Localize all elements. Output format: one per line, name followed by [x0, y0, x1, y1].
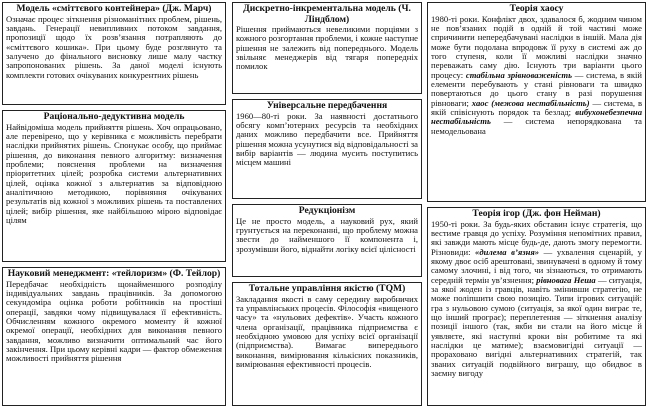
reductionism-box	[232, 204, 422, 277]
rational-deductive-model-title: Раціонально-дедуктивна модель	[43, 111, 185, 122]
rational-deductive-model-text: Найвідоміша модель прийняття рішень. Хоч опрацьовано, але перевірено, що у керівника є можливість перебрати наслідки прийнятих рішень. Спонукає особу, що приймає рішення, до виконання певного алгоритму: визначення проблеми; пояснення проблеми на визначення пріоритетних цілей; розробка системи альтернативних цілей, оцінка кожної з альтернатив за відповідною аналітичною методикою, порівняння очікуваних результатів від кожної з можливих рішень та поставлених цілей; вибір рішення, яке найбільшою мірою відповідає цілям	[6, 121, 222, 225]
chaos-theory-box	[427, 2, 646, 202]
tqm-text: Закладання якості в саму середину виробничих та управлінських процесів. Філософія «вищеного часу» та «нульових дефектів». Участь кожного члена організації, працівника підприємства є необхідною умовою для успіху всієї організації (підприємства). Вимагає випереднього виконання, вимірювання кількісних показників, вимірювання ефективності процесів.	[236, 293, 418, 369]
game-term-prisoners-dilemma: «дилема в’язня»	[475, 246, 540, 257]
incremental-model-text: Рішення приймаються невеликими порціями з кожного розгортання проблеми, і кожне наступне рішення не залежить від попереднього. Модель звільняє менеджерів від тягаря попередніх помилок	[236, 24, 418, 72]
taylorism-box	[2, 267, 226, 406]
universal-prediction-box	[232, 99, 422, 199]
chaos-term-explosive: вибухонебезпечна нестабільність	[431, 106, 642, 127]
chaos-term-chaos: хаос (межова нестабільність)	[471, 97, 590, 108]
reductionism-text: Це не просто модель, а науковий рух, який грунтується на переконанні, що проблему можна звести до найменшого її компонента і, зрозумівши його, віднайти логіку всієї цілісності	[236, 215, 418, 254]
taylorism-title: Науковий менеджмент: «тейлоризм» (Ф. Тейлор)	[7, 268, 221, 279]
garbage-can-model-text: Означає процес зіткнення різноманітних проблем, рішень, завдань. Генерації невипливних потоком завдання, пропозиції щодо їх розв’язання потрапляють до «сміттєвого кошика». При цьому буде розглянуто та залучено до фінального висновку лише малу частку запропонованих рішень. За даної моделі існують комплекти готових очікуваних конкурентних рішень	[6, 13, 222, 80]
incremental-model-title: Дискретно-інкрементальна модель (Ч. Ліндблом)	[243, 3, 411, 25]
reductionism-title: Редукціонізм	[298, 205, 356, 216]
garbage-can-model-title: Модель «сміттєвого контейнера» (Дж. Марч)	[16, 3, 212, 14]
game-theory-text: 1950-ті роки. За будь-яких обставин існує стратегія, що вестиме гравця до успіху. Розуміння непомітних правил, які завжди мають місце будь-де, дають змогу перемогти. Різновиди: «дилема в’язня» — ухвалення сценарій, у якому двоє осіб арештовані, звинувачені в одному й тому самому злочині, і від того, чи зізнаються, то отримають середній термін ув’язнення; рівновага Неша — ситуація, за якої жоден із гравців, навіть змінивши стратегію, не може поліпшити свою позицію. Типи ігрових ситуацій: гра з нульовою сумою (ситуація, за якої один виграє те, що інший програє); переплетення — зіткнення аналізу позиції іншого (так, якби ви стали на його місце й уявляєте, які наступні кроки він робитиме та які наслідки це матиме); взаємовигідні ситуації — прораховано вигідні альтернативних стратегій, так званих ситуацій подвійного виграшу, що обидвоє в заємну вигоду	[431, 218, 642, 378]
game-theory-title: Теорія ігор (Дж. фон Нейман)	[472, 208, 601, 219]
taylorism-text: Передбачає необхідність щонайменшого розподілу індивідуальних завдань працівників. За допомогою секундоміра оцінка роботи робітників на простіші операції, завдяки чому підвищувалася її ефективність. Обчисленням кожного окремого моменту й кожної окремої операції, необхідних для виконання певного завдання, можливо визначити оптимальний час його закінчення. При цьому керівні кадри — фактор обмеження можливості прийняття рішення	[6, 278, 222, 364]
incremental-model-box	[232, 2, 422, 94]
universal-prediction-title: Універсальне передбачення	[266, 100, 388, 111]
game-theory-box	[427, 207, 646, 406]
universal-prediction-text: 1960—80-ті роки. За наявності достатнього обсягу комп’ютерних ресурсів та необхідних даних можливо передбачити все. Прийняття рішення можна усунутися від відповідальності за вибір варіантів — людина мусить поступитись місцем машині	[236, 110, 418, 168]
tqm-title: Тотальне управління якістю (TQM)	[248, 283, 406, 294]
chaos-theory-text: 1980-ті роки. Конфлікт двох, здавалося б, жодним чином не пов’язаних подій в одній й той частині може спричинити непередбачувані наслідки в іншій. Мала дія може бути подолана впродовж її руху в системі аж до того ступеня, коли її можливі наслідки значно переважать саму дію. Існують три варіанти цього процесу: стабільна зрівноваженість — система, в якій елементи перебувають у стані рівноваги та швидко повертаються до цього стану в разі порушення рівноваги; хаос (межова нестабільність) — система, в якій співіснують порядок та безлад; вибухонебезпечна нестабільність — система непорядкована та немодельована	[431, 13, 643, 136]
chaos-term-stable: стабільна зрівноваженість	[465, 69, 573, 80]
tqm-box	[232, 282, 422, 406]
garbage-can-model-box	[2, 2, 226, 105]
rational-deductive-model-box	[2, 110, 226, 262]
chaos-theory-title: Теорія хаосу	[509, 3, 564, 14]
game-term-nash: рівновага Неша	[536, 274, 596, 285]
